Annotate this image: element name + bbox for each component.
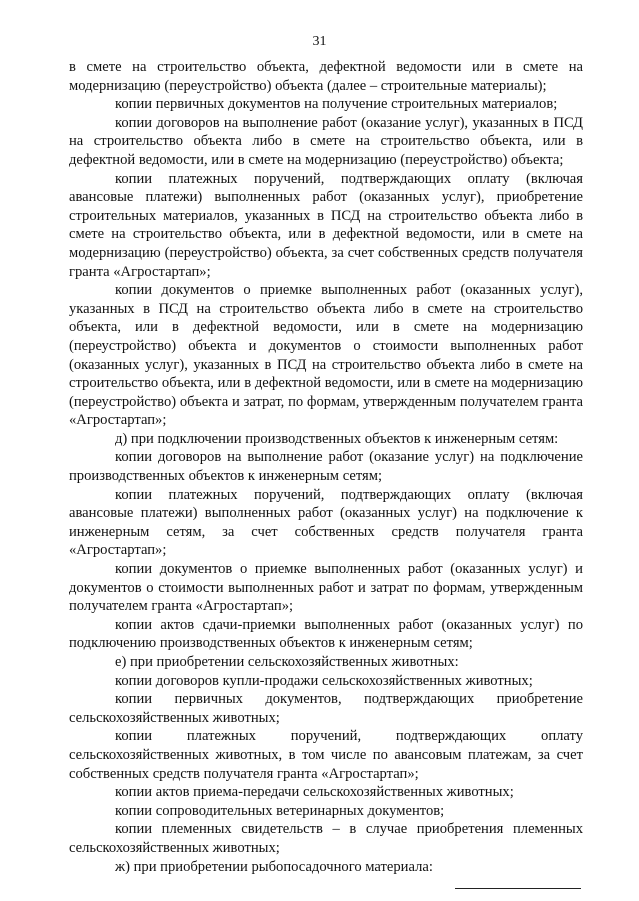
paragraph: копии актов приема-передачи сельскохозяйственных животных; [115,784,514,801]
paragraph: копии документов о приемке выполненных работ (оказанных услуг) и документов о стоимости выполненных работ и затрат по формам, утвержденным получателем гранта «Агростартап»; [69,561,583,615]
paragraph: копии платежных поручений, подтверждающих оплату сельскохозяйственных животных, в том числе по авансовым платежам, за счет собственных средств получателя гранта «Агростартап»; [69,728,583,782]
page-number: 31 [312,34,327,49]
section-heading-zh: ж) при приобретении рыбопосадочного материала: [115,858,433,875]
paragraph: копии первичных документов, подтверждающих приобретение сельскохозяйственных животных; [69,691,583,726]
section-heading-d: д) при подключении производственных объектов к инженерным сетям: [115,430,559,447]
paragraph: копии договоров купли-продажи сельскохозяйственных животных; [115,672,533,689]
paragraph: копии договоров на выполнение работ (оказание услуг) на подключение производственных объектов к инженерным сетям; [69,449,583,485]
paragraph: копии документов о приемке выполненных работ (оказанных услуг), указанных в ПСД на строительство объекта либо в смете на строительство объекта, или в дефектной ведомости, или в смете на модернизацию (переустройство) объекта и документов о стоимости выполненных работ (оказанных услуг), указанных в ПСД на строительство объекта либо в смете на строительство объекта, или в дефектной ведомости, или в смете на модернизацию (переустройство) объекта и затрат, по формам, утвержденным получателем гранта «Агростартап»; [69,282,583,429]
paragraph: копии договоров на выполнение работ (оказание услуг), указанных в ПСД на строительство объекта либо в смете на строительство объекта, или в дефектной ведомости, или в смете на модернизацию (переустройство) объекта; [69,114,583,168]
footer-divider [455,888,581,889]
paragraph: копии сопроводительных ветеринарных документов; [115,802,445,819]
paragraph: копии племенных свидетельств – в случае приобретения племенных сельскохозяйственных животных; [69,821,583,856]
paragraph: копии актов сдачи-приемки выполненных работ (оказанных услуг) по подключению производственных объектов к инженерным сетям; [69,616,583,652]
paragraph-continuation: в смете на строительство объекта, дефектной ведомости или в смете на модернизацию (переустройство) объекта (далее – строительные материалы); [69,59,583,94]
paragraph: копии платежных поручений, подтверждающих оплату (включая авансовые платежи) выполненных работ (оказанных услуг), приобретение строительных материалов, указанных в ПСД на строительство объекта либо в смете на строительство объекта, или в дефектной ведомости, или в смете на модернизацию (переустройство) объекта, за счет собственных средств получателя гранта «Агростартап»; [69,170,583,280]
paragraph: копии платежных поручений, подтверждающих оплату (включая авансовые платежи) выполненных работ (оказанных услуг) на подключение к инженерным сетям, за счет собственных средств получателя гранта «Агростартап»; [69,486,583,559]
section-heading-e: е) при приобретении сельскохозяйственных животных: [115,654,459,670]
document-body [69,58,583,876]
paragraph: копии первичных документов на получение строительных материалов; [115,96,558,113]
